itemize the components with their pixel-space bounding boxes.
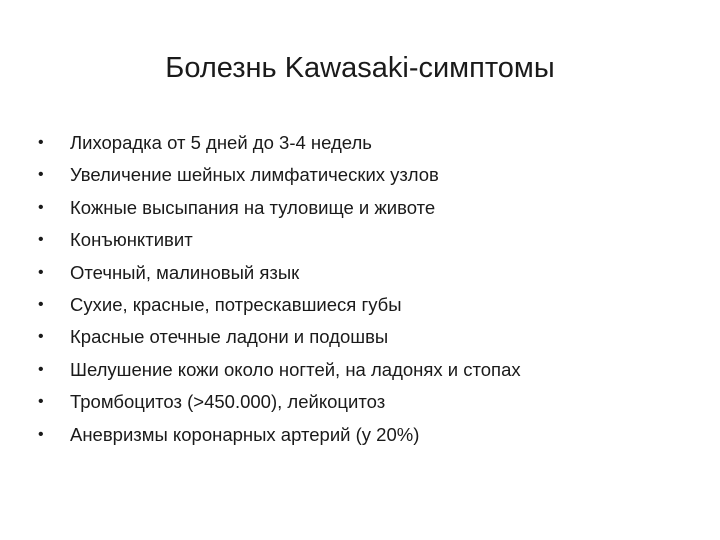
list-item-text: Сухие, красные, потрескавшиеся губы [70,293,402,315]
list-item [38,289,698,321]
bullet-icon: • [38,425,44,443]
list-item-text: Отечный, малиновый язык [70,261,300,283]
list-item [38,159,698,191]
list-item [38,224,698,256]
bullet-icon: • [38,360,44,378]
slide-title: Болезнь Kawasaki-симптомы [165,52,555,84]
bullet-icon: • [38,328,44,346]
symptom-list [38,127,698,451]
bullet-icon: • [38,393,44,411]
list-item [38,419,698,451]
list-item-text: Тромбоцитоз (>450.000), лейкоцитоз [70,391,386,413]
list-item [38,321,698,353]
bullet-icon: • [38,198,44,216]
list-item-text: Аневризмы коронарных артерий (у 20%) [70,423,420,445]
list-item-text: Шелушение кожи около ногтей, на ладонях и стопах [70,358,521,380]
bullet-icon: • [38,295,44,313]
bullet-icon: • [38,134,44,151]
list-item [38,354,698,386]
list-item [38,192,698,224]
list-item [38,257,698,289]
list-item [38,127,698,159]
list-item-text: Увеличение шейных лимфатических узлов [70,164,439,186]
list-item-text: Кожные высыпания на туловище и животе [70,196,436,218]
bullet-icon: • [38,166,44,184]
list-item-text: Красные отечные ладони и подошвы [70,326,389,348]
bullet-icon: • [38,231,44,249]
list-item [38,386,698,418]
bullet-icon: • [38,263,44,281]
list-item-text: Лихорадка от 5 дней до 3-4 недель [70,132,372,153]
list-item-text: Конъюнктивит [70,229,193,251]
